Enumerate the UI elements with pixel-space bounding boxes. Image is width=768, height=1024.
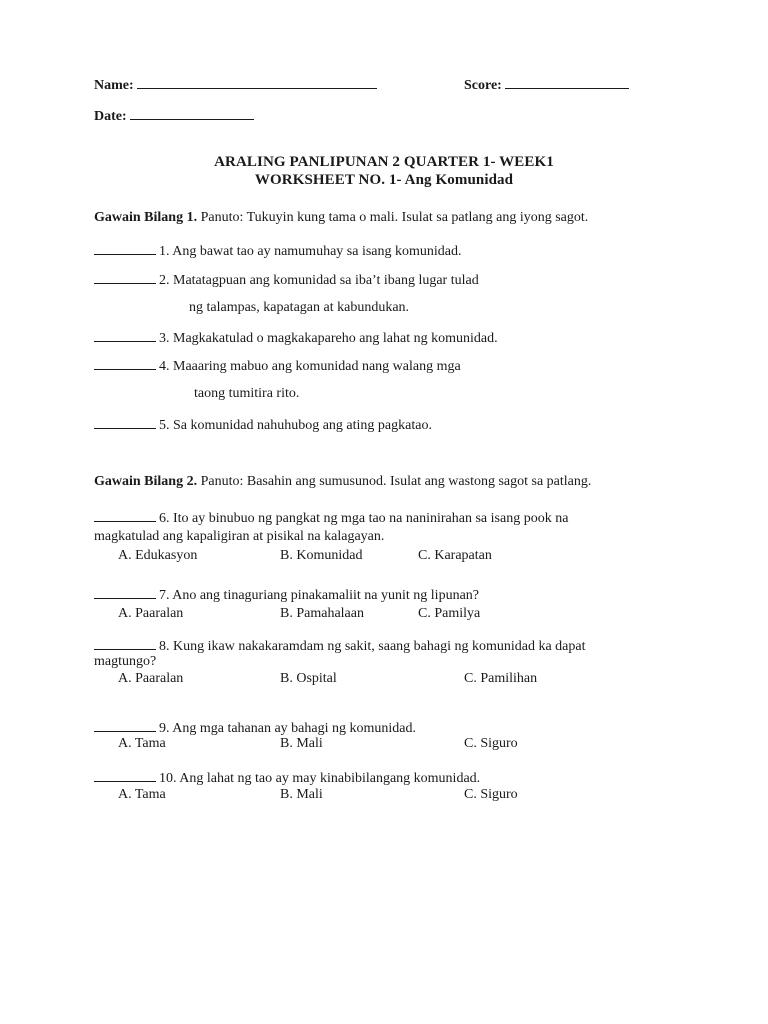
- question-text: 10. Ang lahat ng tao ay may kinabibilangang komunidad.: [159, 771, 481, 786]
- gawain2-heading: Gawain Bilang 2.: [94, 474, 198, 489]
- gawain1-heading: Gawain Bilang 1.: [94, 210, 198, 225]
- name-field: [94, 76, 377, 94]
- answer-blank[interactable]: [94, 769, 156, 782]
- choice-c[interactable]: C. Pamilya: [418, 606, 481, 621]
- worksheet-title-line1: ARALING PANLIPUNAN 2 QUARTER 1- WEEK1: [214, 154, 554, 170]
- gawain2-question-8-cont: magtungo?: [94, 654, 157, 669]
- gawain2-question-8: [94, 637, 586, 655]
- answer-blank[interactable]: [94, 637, 156, 650]
- gawain2-question-9: [94, 719, 416, 737]
- gawain2-question-6-cont: magkatulad ang kapaligiran at pisikal na kalagayan.: [94, 529, 385, 544]
- answer-blank[interactable]: [94, 719, 156, 732]
- gawain1-item-2-cont: ng talampas, kapatagan at kabundukan.: [189, 300, 410, 315]
- worksheet-title-line2: WORKSHEET NO. 1- Ang Komunidad: [254, 172, 514, 188]
- gawain1-item-3: [94, 329, 498, 347]
- choice-a[interactable]: A. Paaralan: [118, 671, 184, 686]
- item-text: 5. Sa komunidad nahuhubog ang ating pagkatao.: [159, 418, 432, 433]
- choice-a[interactable]: A. Edukasyon: [118, 548, 198, 563]
- question-text: 9. Ang mga tahanan ay bahagi ng komunidad.: [159, 721, 416, 736]
- date-field: [94, 107, 254, 125]
- item-text: 4. Maaaring mabuo ang komunidad nang walang mga: [159, 359, 461, 374]
- answer-blank[interactable]: [94, 242, 156, 255]
- answer-blank[interactable]: [94, 329, 156, 342]
- item-text: 1. Ang bawat tao ay namumuhay sa isang komunidad.: [159, 244, 462, 259]
- choice-b[interactable]: B. Pamahalaan: [280, 606, 364, 621]
- score-field: [464, 76, 629, 94]
- gawain2-question-6: [94, 509, 568, 527]
- choice-c[interactable]: C. Karapatan: [418, 548, 492, 563]
- answer-blank[interactable]: [94, 416, 156, 429]
- name-blank[interactable]: [137, 76, 377, 89]
- answer-blank[interactable]: [94, 357, 156, 370]
- choice-a[interactable]: A. Paaralan: [118, 606, 184, 621]
- choice-b[interactable]: B. Komunidad: [280, 548, 363, 563]
- gawain1-item-4: [94, 357, 461, 375]
- gawain1-item-2: [94, 271, 479, 289]
- gawain1-item-4-cont: taong tumitira rito.: [194, 386, 300, 401]
- gawain2-instruction-text: Panuto: Basahin ang sumusunod. Isulat ang wastong sagot sa patlang.: [197, 474, 592, 489]
- choice-b[interactable]: B. Ospital: [280, 671, 337, 686]
- question-text: 6. Ito ay binubuo ng pangkat ng mga tao na naninirahan sa isang pook na: [159, 511, 569, 526]
- choice-a[interactable]: A. Tama: [118, 787, 166, 802]
- date-label: Date:: [94, 109, 127, 124]
- answer-blank[interactable]: [94, 586, 156, 599]
- question-text: 8. Kung ikaw nakakaramdam ng sakit, saang bahagi ng komunidad ka dapat: [159, 639, 586, 654]
- date-blank[interactable]: [130, 107, 254, 120]
- gawain1-instruction-text: Panuto: Tukuyin kung tama o mali. Isulat sa patlang ang iyong sagot.: [197, 210, 589, 225]
- choice-b[interactable]: B. Mali: [280, 787, 323, 802]
- gawain2-question-7: [94, 586, 479, 604]
- answer-blank[interactable]: [94, 509, 156, 522]
- choice-c[interactable]: C. Siguro: [464, 787, 518, 802]
- gawain1-instruction: [94, 210, 588, 226]
- answer-blank[interactable]: [94, 271, 156, 284]
- gawain1-item-5: [94, 416, 432, 434]
- gawain2-instruction: [94, 474, 591, 490]
- gawain2-question-10: [94, 769, 480, 787]
- score-label: Score:: [464, 78, 502, 93]
- choice-c[interactable]: C. Siguro: [464, 736, 518, 751]
- score-blank[interactable]: [505, 76, 629, 89]
- name-label: Name:: [94, 78, 134, 93]
- question-text: 7. Ano ang tinaguriang pinakamaliit na yunit ng lipunan?: [159, 588, 479, 603]
- item-text: 2. Matatagpuan ang komunidad sa iba’t ibang lugar tulad: [159, 273, 479, 288]
- choice-b[interactable]: B. Mali: [280, 736, 323, 751]
- choice-a[interactable]: A. Tama: [118, 736, 166, 751]
- gawain1-item-1: [94, 242, 462, 260]
- choice-c[interactable]: C. Pamilihan: [464, 671, 538, 686]
- item-text: 3. Magkakatulad o magkakapareho ang lahat ng komunidad.: [159, 331, 498, 346]
